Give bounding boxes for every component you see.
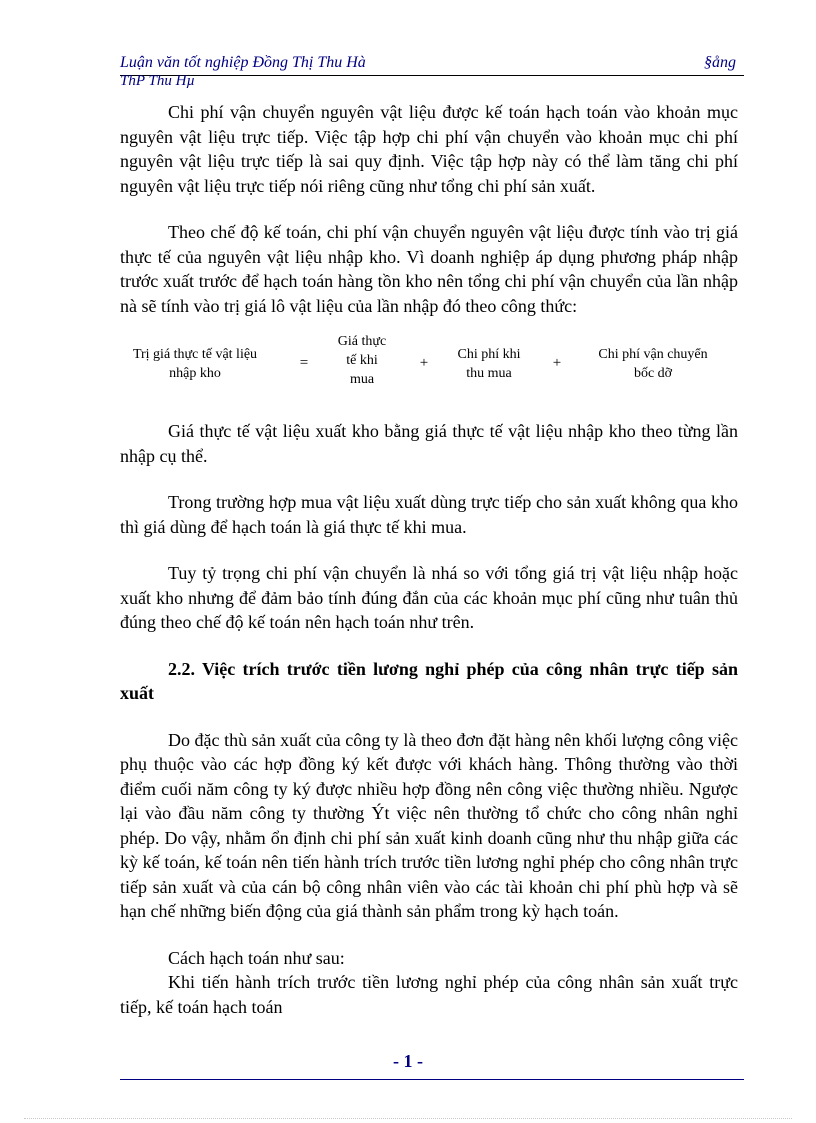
header-subtitle: ThP Thu Hµ [120,73,196,89]
page-bottom-border [24,1118,792,1119]
page-header [120,54,744,90]
section-heading: 2.2. Việc trích trước tiền lương nghỉ phép của công nhân trực tiếp sản xuất [120,658,738,703]
formula-plus-1: + [419,355,429,371]
header-title: Luận văn tốt nghiệp Đồng Thị Thu Hà [120,54,366,71]
formula-equals: = [299,355,309,371]
formula [120,332,738,400]
paragraph-4: Trong trường hợp mua vật liệu xuất dùng trực tiếp cho sản xuất không qua kho thì giá dùng để hạch toán là giá thực tế khi mua. [120,492,738,537]
formula-term-1: Trị giá thực tế vật liệu nhập kho [132,347,258,381]
paragraph-5: Tuy tỷ trọng chi phí vận chuyển là nhá so với tổng giá trị vật liệu nhập hoặc xuất kho nhưng để đảm bảo tính đúng đắn của các khoản mục phí cũng như tuân thủ đúng theo chế độ kế toán nên hạch toán như trên. [120,563,738,632]
paragraph-2: Theo chế độ kế toán, chi phí vận chuyển nguyên vật liệu được tính vào trị giá thực tế của nguyên vật liệu nhập kho. Vì doanh nghiệp áp dụng phương pháp nhập trước xuất trước để hạch toán hàng tồn kho nên tổng chi phí vận chuyển của lần nhập nà sẽ tính vào trị giá lô vật liệu của lần nhập đó theo công thức: [120,222,738,316]
paragraph-3: Giá thực tế vật liệu xuất kho bằng giá thực tế vật liệu nhập kho theo từng lần nhập cụ thể. [120,421,738,466]
paragraph-8: Khi tiến hành trích trước tiền lương nghỉ phép của công nhân sản xuất trực tiếp, kế toán hạch toán [120,972,738,1017]
header-right-text: §ång [704,54,736,71]
footer-rule [120,1079,744,1080]
paragraph-7: Cách hạch toán như sau: [168,947,345,968]
formula-term-2: Giá thực tế khi mua [337,334,387,387]
page-number: - 1 - [393,1051,423,1071]
formula-plus-2: + [552,355,562,371]
paragraph-1: Chi phí vận chuyển nguyên vật liệu được kế toán hạch toán vào khoản mục nguyên vật liệu trực tiếp. Việc tập hợp chi phí vận chuyển vào khoản mục chi phí nguyên vật liệu trực tiếp là sai quy định. Việc tập hợp này có thể làm tăng chi phí nguyên vật liệu trực tiếp nói riêng cũng như tổng chi phí sản xuất. [120,102,738,196]
document-body [120,100,738,1019]
formula-term-4: Chi phí vận chuyển bốc dỡ [598,347,708,381]
paragraph-6: Do đặc thù sản xuất của công ty là theo đơn đặt hàng nên khối lượng công việc phụ thuộc vào các hợp đồng ký kết được với khách hàng. Thông thường vào thời điểm cuối năm công ty ký được nhiều hợp đồng nên công việc thường nhiều. Ngược lại vào đầu năm công ty thường Ýt việc nên thường tổ chức cho công nhân nghỉ phép. Do vậy, nhằm ổn định chi phí sản xuất kinh doanh cũng như thu nhập giữa các kỳ kế toán, kế toán nên tiến hành trích trước tiền lương nghỉ phép cho công nhân trực tiếp sản xuất và của cán bộ công nhân viên vào các tài khoản chi phí phù hợp và sẽ hạn chế những biến động của giá thành sản phẩm trong kỳ hạch toán. [120,729,738,921]
header-rule [120,75,744,76]
formula-term-3: Chi phí khi thu mua [457,347,521,381]
